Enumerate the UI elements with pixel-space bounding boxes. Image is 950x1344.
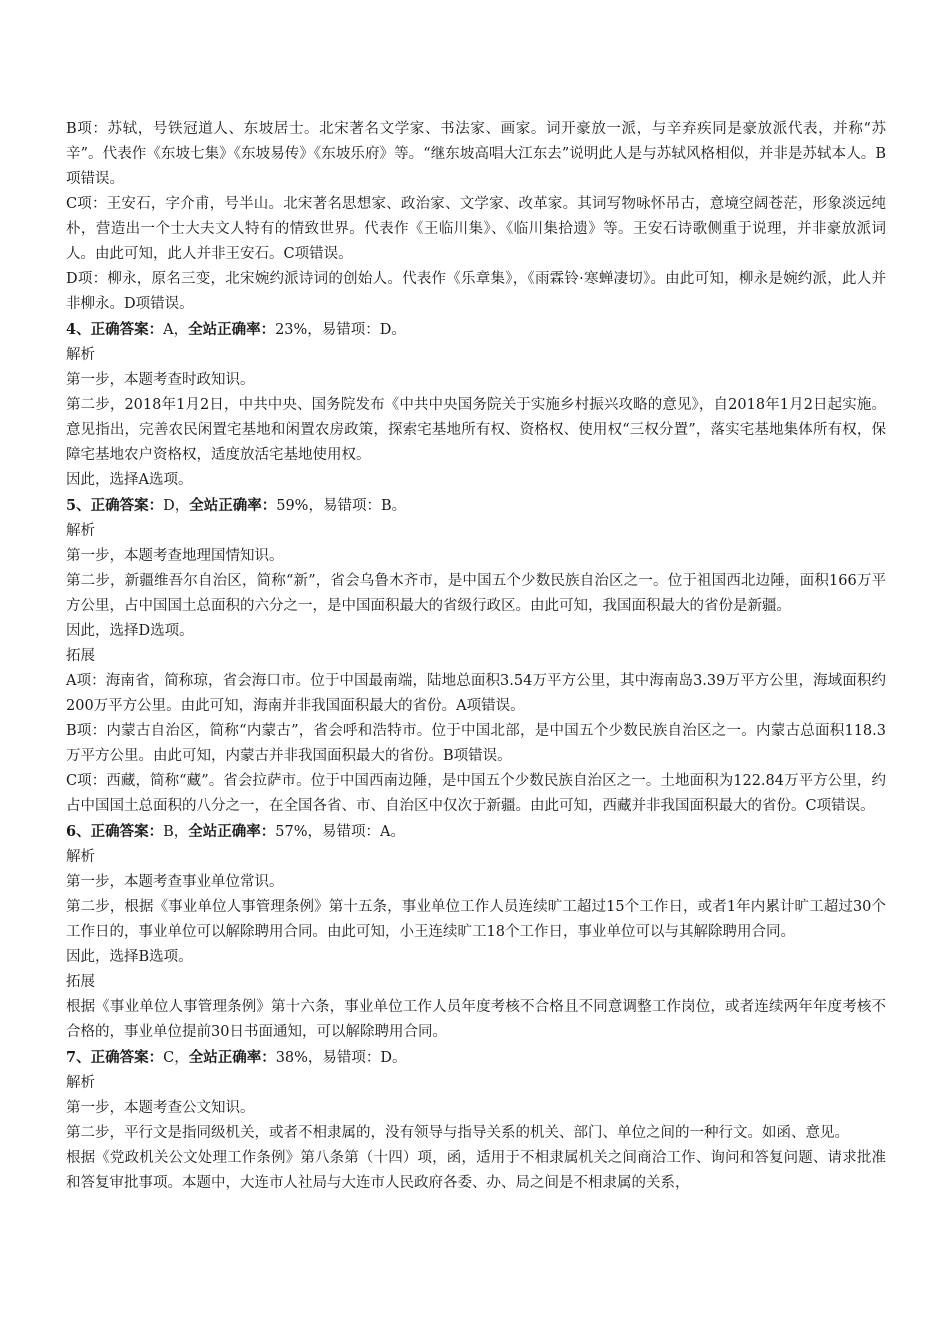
q7-step2: 第二步，平行文是指同级机关，或者不相隶属的，没有领导与指导关系的机关、部门、单位之间的一种行文。如函、意见。 [66, 1125, 849, 1141]
q5-option-b: B项：内蒙古自治区，简称“内蒙古”，省会呼和浩特市。位于中国北部，是中国五个少数民族自治区之一。内蒙古总面积118.3万平方公里。由此可知，内蒙古并非我国面积最大的省份。B项错误。 [66, 723, 886, 764]
q6-conclusion: 因此，选择B选项。 [66, 949, 193, 965]
q5-option-a: A项：海南省，简称琼，省会海口市。位于中国最南端，陆地总面积3.54万平方公里，其中海南岛3.39万平方公里，海域面积约200万平方公里。由此可知，海南并非我国面积最大的省份。A项错误。 [66, 673, 886, 714]
accuracy-label: 全站正确率： [188, 823, 276, 840]
q6-extension-heading: 拓展 [66, 974, 95, 990]
answer-label: 6、正确答案： [66, 823, 164, 840]
q6-step2: 第二步，根据《事业单位人事管理条例》第十五条，事业单位工作人员连续旷工超过15个工作日，或者1年内累计旷工超过30个工作日的，事业单位可以解除聘用合同。由此可知，小王连续旷工18个工作日，事业单位可以与其解除聘用合同。 [66, 899, 886, 940]
q4-answer [66, 317, 886, 343]
q5-step2: 第二步，新疆维吾尔自治区，简称“新”，省会乌鲁木齐市，是中国五个少数民族自治区之一。位于祖国西北边陲，面积166万平方公里，占中国国土总面积的六分之一，是中国面积最大的省级行政区。由此可知，我国面积最大的省份是新疆。 [66, 573, 886, 614]
q5-option-c: C项：西藏，简称“藏”。省会拉萨市。位于中国西南边陲，是中国五个少数民族自治区之一。土地面积为122.84万平方公里，约占中国国土总面积的八分之一，在全国各省、市、自治区中仅次于新疆。由此可知，西藏并非我国面积最大的省份。C项错误。 [66, 773, 886, 814]
accuracy-label: 全站正确率： [188, 1049, 276, 1066]
accuracy-value: 23%，易错项：D。 [275, 322, 406, 338]
q4-analysis-heading: 解析 [66, 347, 95, 363]
accuracy-value: 38%，易错项：D。 [275, 1050, 407, 1066]
q4-conclusion: 因此，选择A选项。 [66, 472, 193, 488]
option-d-liuyong: D项：柳永，原名三变，北宋婉约派诗词的创始人。代表作《乐章集》，《雨霖铃·寒蝉凄切》。由此可知，柳永是婉约派，此人并非柳永。D项错误。 [66, 271, 886, 312]
answer-value: B， [163, 824, 189, 840]
answer-label: 7、正确答案： [66, 1049, 164, 1066]
q5-answer [66, 493, 886, 519]
document-page [66, 117, 886, 1196]
q6-analysis-heading: 解析 [66, 849, 95, 865]
q6-answer [66, 819, 886, 845]
option-c-wanganshi: C项：王安石，字介甫，号半山。北宋著名思想家、政治家、文学家、改革家。其词写物咏怀吊古，意境空阔苍茫，形象淡远纯朴，营造出一个士大夫文人特有的情致世界。代表作《王临川集》、《临川集拾遗》等。王安石诗歌侧重于说理，并非豪放派词人。由此可知，此人并非王安石。C项错误。 [66, 196, 886, 262]
q7-answer [66, 1045, 886, 1071]
q7-regulation: 根据《党政机关公文处理工作条例》第八条第（十四）项，函，适用于不相隶属机关之间商洽工作、询问和答复问题、请求批准和答复审批事项。本题中，大连市人社局与大连市人民政府各委、办、局之间是不相隶属的关系， [66, 1150, 886, 1191]
accuracy-value: 59%，易错项：B。 [276, 498, 407, 514]
accuracy-value: 57%，易错项：A。 [275, 824, 405, 840]
answer-value: A， [163, 322, 189, 338]
q7-step1: 第一步，本题考查公文知识。 [66, 1100, 255, 1116]
accuracy-label: 全站正确率： [188, 321, 276, 338]
answer-label: 4、正确答案： [66, 321, 164, 338]
accuracy-label: 全站正确率： [189, 497, 277, 514]
q5-conclusion: 因此，选择D选项。 [66, 623, 194, 639]
option-b-sushi: B项：苏轼，号铁冠道人、东坡居士。北宋著名文学家、书法家、画家。词开豪放一派，与辛弃疾同是豪放派代表，并称“苏辛”。代表作《东坡七集》《东坡易传》《东坡乐府》等。“继东坡高唱大江东去”说明此人是与苏轼风格相似，并非是苏轼本人。B项错误。 [66, 121, 886, 187]
q5-step1: 第一步，本题考查地理国情知识。 [66, 548, 284, 564]
answer-label: 5、正确答案： [66, 497, 164, 514]
q6-step1: 第一步，本题考查事业单位常识。 [66, 874, 284, 890]
q4-step1: 第一步，本题考查时政知识。 [66, 372, 255, 388]
answer-value: D， [163, 498, 190, 514]
q6-extension: 根据《事业单位人事管理条例》第十六条，事业单位工作人员年度考核不合格且不同意调整工作岗位，或者连续两年年度考核不合格的，事业单位提前30日书面通知，可以解除聘用合同。 [66, 999, 886, 1040]
answer-value: C， [163, 1050, 189, 1066]
q5-extension-heading: 拓展 [66, 648, 95, 664]
q5-analysis-heading: 解析 [66, 523, 95, 539]
q4-step2: 第二步，2018年1月2日，中共中央、国务院发布《中共中央国务院关于实施乡村振兴攻略的意见》，自2018年1月2日起实施。意见指出，完善农民闲置宅基地和闲置农房政策，探索宅基地所有权、资格权、使用权“三权分置”，落实宅基地集体所有权，保障宅基地农户资格权，适度放活宅基地使用权。 [66, 397, 886, 463]
q7-analysis-heading: 解析 [66, 1075, 95, 1091]
